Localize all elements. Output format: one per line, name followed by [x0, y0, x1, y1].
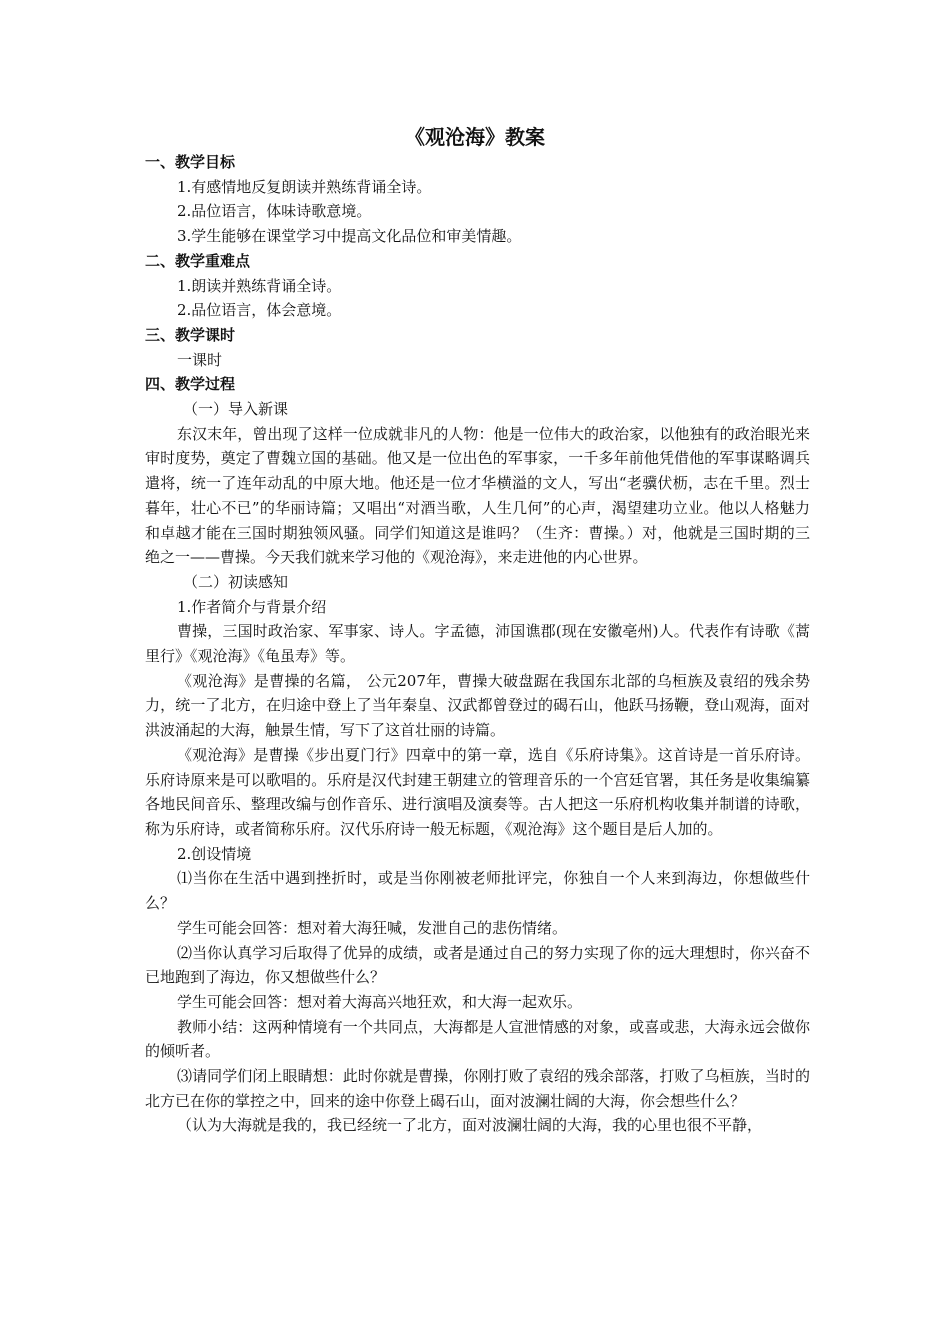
paragraph: 学生可能会回答：想对着大海狂喊，发泄自己的悲伤情绪。 — [177, 918, 568, 937]
list-item: 2.创设情境 — [177, 844, 252, 863]
document-body — [145, 150, 810, 1138]
section-heading: 四、教学过程 — [145, 375, 236, 394]
section-heading: 三、教学课时 — [145, 325, 236, 344]
list-item: 一课时 — [177, 350, 223, 369]
list-item: 1.朗读并熟练背诵全诗。 — [177, 276, 342, 295]
paragraph: 学生可能会回答：想对着大海高兴地狂欢，和大海一起欢乐。 — [177, 992, 583, 1011]
paragraph: 教师小结：这两种情境有一个共同点，大海都是人宣泄情感的对象，或喜或悲，大海永远会做你的倾听者。 — [145, 1017, 810, 1061]
paragraph: 东汉末年，曾出现了这样一位成就非凡的人物：他是一位伟大的政治家，以他独有的政治眼光来审时度势，奠定了曹魏立国的基础。他又是一位出色的军事家，一千多年前他凭借他的军事谋略调兵遣将，统一了连年动乱的中原大地。他还是一位才华横溢的文人，写出“老骥伏枥，志在千里。烈士暮年，壮心不已”的华丽诗篇；又唱出“对酒当歌，人生几何”的心声，渴望建功立业。他以人格魅力和卓越才能在三国时期独领风骚。同学们知道这是谁吗？（生齐：曹操。）对，他就是三国时期的三绝之一——曹操。今天我们就来学习他的《观沧海》，来走进他的内心世界。 — [145, 424, 810, 567]
section-heading: 一、教学目标 — [145, 153, 236, 171]
list-item: 2.品位语言，体会意境。 — [177, 301, 342, 320]
list-item: 3.学生能够在课堂学习中提高文化品位和审美情趣。 — [177, 227, 522, 246]
subsection-heading: （一）导入新课 — [183, 400, 289, 419]
page-title: 《观沧海》教案 — [405, 125, 545, 149]
paragraph: ⑵当你认真学习后取得了优异的成绩，或者是通过自己的努力实现了你的远大理想时，你兴奋不已地跑到了海边，你又想做些什么？ — [145, 943, 810, 987]
paragraph: ⑴当你在生活中遇到挫折时，或是当你刚被老师批评完，你独自一个人来到海边，你想做些什么？ — [145, 869, 810, 913]
list-item: 2.品位语言，体味诗歌意境。 — [177, 202, 372, 221]
paragraph: 《观沧海》是曹操《步出夏门行》四章中的第一章，选自《乐府诗集》。这首诗是一首乐府诗。乐府诗原来是可以歌唱的。乐府是汉代封建王朝建立的管理音乐的一个宫廷官署，其任务是收集编纂各地民间音乐、整理改编与创作音乐、进行演唱及演奏等。古人把这一乐府机构收集并制谱的诗歌，称为乐府诗，或者简称乐府。汉代乐府诗一般无标题，《观沧海》这个题目是后人加的。 — [145, 745, 810, 838]
list-item: 1.有感情地反复朗读并熟练背诵全诗。 — [177, 177, 432, 196]
paragraph: ⑶请同学们闭上眼睛想：此时你就是曹操，你刚打败了袁绍的残余部落，打败了乌桓族，当时的北方已在你的掌控之中，回来的途中你登上碣石山，面对波澜壮阔的大海，你会想些什么？ — [145, 1067, 810, 1110]
subsection-heading: （二）初读感知 — [183, 572, 289, 591]
paragraph: （认为大海就是我的，我已经统一了北方，面对波澜壮阔的大海，我的心里也很不平静， — [177, 1116, 763, 1135]
list-item: 1.作者简介与背景介绍 — [177, 597, 327, 616]
paragraph: 《观沧海》是曹操的名篇， 公元207年，曹操大破盘踞在我国东北部的乌桓族及袁绍的残余势力，统一了北方，在归途中登上了当年秦皇、汉武都曾登过的碣石山，他跃马扬鞭，登山观海，面对洪波涌起的大海，触景生情，写下了这首壮丽的诗篇。 — [145, 671, 810, 740]
section-heading: 二、教学重难点 — [145, 251, 251, 270]
paragraph: 曹操，三国时政治家、军事家、诗人。字孟德，沛国谯郡(现在安徽亳州)人。代表作有诗歌《蒿里行》《观沧海》《龟虽寿》等。 — [145, 622, 810, 666]
